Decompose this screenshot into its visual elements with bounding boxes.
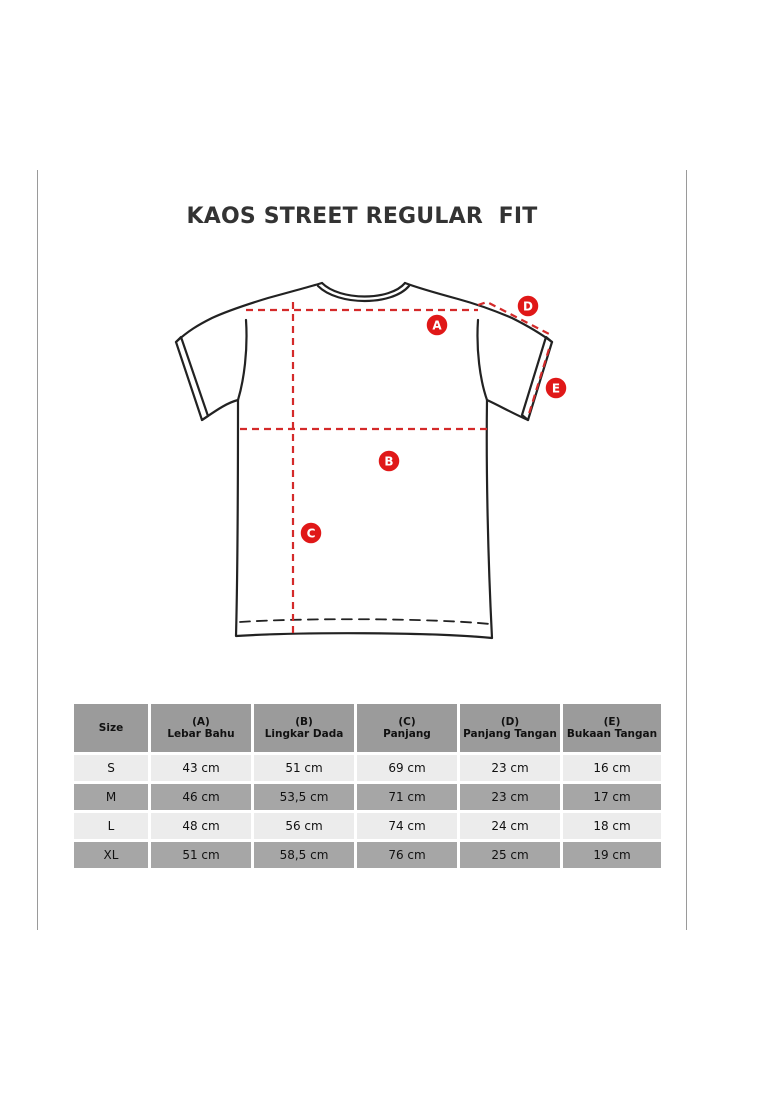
cell-bukaan-tangan: 17 cm: [563, 784, 661, 810]
header-bukaan-tangan: [563, 704, 661, 752]
table-row: [74, 842, 661, 868]
marker-c: [300, 522, 322, 544]
cell-lebar-bahu: 51 cm: [151, 842, 251, 868]
header-label: Lingkar Dada: [264, 728, 344, 740]
header-code: (E): [603, 716, 621, 728]
header-label: Bukaan Tangan: [566, 728, 658, 740]
cell-lebar-bahu: 48 cm: [151, 813, 251, 839]
marker-d-label: D: [523, 299, 533, 314]
table-row: [74, 784, 661, 810]
cell-lebar-bahu: 46 cm: [151, 784, 251, 810]
cell-panjang: 71 cm: [357, 784, 457, 810]
cell-size: XL: [74, 842, 148, 868]
cell-lingkar-dada: 53,5 cm: [254, 784, 354, 810]
cell-panjang: 76 cm: [357, 842, 457, 868]
header-lingkar-dada: [254, 704, 354, 752]
header-panjang-tangan: [460, 704, 560, 752]
marker-e-label: E: [551, 381, 561, 396]
cell-panjang-tangan: 24 cm: [460, 813, 560, 839]
header-code: (D): [500, 716, 520, 728]
cell-bukaan-tangan: 19 cm: [563, 842, 661, 868]
table-row: [74, 813, 661, 839]
header-code: (A): [192, 716, 210, 728]
marker-b-label: B: [384, 454, 394, 469]
table-row: [74, 755, 661, 781]
table-header-row: [74, 704, 661, 752]
marker-a: [426, 314, 448, 336]
cell-lingkar-dada: 56 cm: [254, 813, 354, 839]
header-label: Panjang: [383, 728, 431, 740]
header-label: Panjang Tangan: [463, 728, 557, 740]
cell-panjang-tangan: 23 cm: [460, 755, 560, 781]
cell-panjang: 74 cm: [357, 813, 457, 839]
tshirt-outline: [176, 283, 552, 638]
cell-size: M: [74, 784, 148, 810]
cell-bukaan-tangan: 16 cm: [563, 755, 661, 781]
header-lebar-bahu: [151, 704, 251, 752]
header-size-label: Size: [98, 722, 124, 734]
cell-size: S: [74, 755, 148, 781]
cell-size: L: [74, 813, 148, 839]
cell-lebar-bahu: 43 cm: [151, 755, 251, 781]
page-title: KAOS STREET REGULAR FIT: [186, 204, 538, 229]
cell-panjang: 69 cm: [357, 755, 457, 781]
header-code: (C): [398, 716, 416, 728]
header-size: [74, 704, 148, 752]
cell-bukaan-tangan: 18 cm: [563, 813, 661, 839]
header-panjang: [357, 704, 457, 752]
header-label: Lebar Bahu: [167, 728, 235, 740]
marker-a-label: A: [432, 318, 442, 333]
marker-c-label: C: [306, 526, 316, 541]
marker-e: [545, 377, 567, 399]
marker-d: [517, 295, 539, 317]
cell-panjang-tangan: 25 cm: [460, 842, 560, 868]
cell-lingkar-dada: 51 cm: [254, 755, 354, 781]
cell-panjang-tangan: 23 cm: [460, 784, 560, 810]
marker-b: [378, 450, 400, 472]
size-chart-table: [71, 701, 664, 871]
header-code: (B): [295, 716, 313, 728]
cell-lingkar-dada: 58,5 cm: [254, 842, 354, 868]
